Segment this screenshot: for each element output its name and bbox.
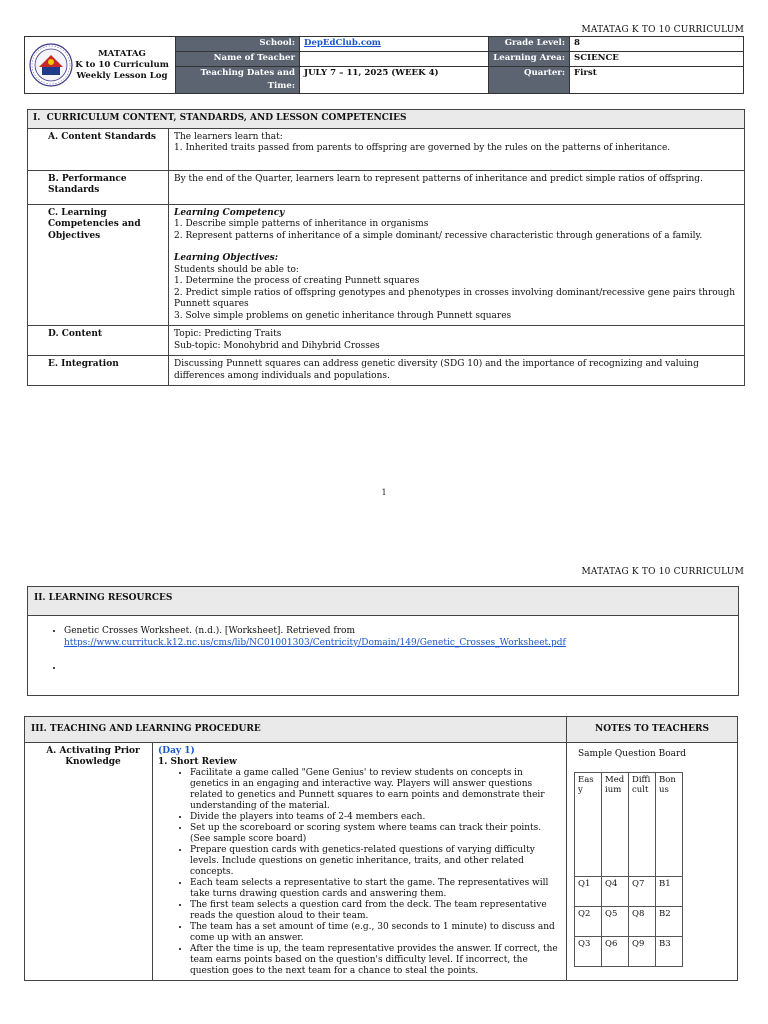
curriculum-header: MATATAG K TO 10 CURRICULUM xyxy=(581,25,744,35)
school-value xyxy=(300,37,489,52)
question-board xyxy=(574,772,683,967)
resources-list xyxy=(28,626,738,675)
area-label: Learning Area: xyxy=(489,52,570,67)
board-cell: Q8 xyxy=(629,907,656,937)
content-standards-text: The learners learn that: 1. Inherited traits passed from parents to offspring are governed by the rules on the patterns of inheritance. xyxy=(169,128,745,170)
procedure-bullets xyxy=(158,768,561,977)
content-label: D. Content xyxy=(28,326,169,356)
section2-title: II. LEARNING RESOURCES xyxy=(28,587,738,616)
procedure-bullet: • The first team selects a question card from the deck. The team representative reads the question aloud to their team. xyxy=(190,900,561,922)
board-cell: Q3 xyxy=(575,937,602,967)
board-cell: B3 xyxy=(656,937,683,967)
curriculum-header-page2: MATATAG K TO 10 CURRICULUM xyxy=(581,567,744,577)
content-standards-label: A. Content Standards xyxy=(28,128,169,170)
board-cell: Q6 xyxy=(602,937,629,967)
procedure-text xyxy=(153,743,567,981)
quarter-value: First xyxy=(570,67,744,94)
logo-title-cell xyxy=(25,37,176,94)
quarter-label: Quarter: xyxy=(489,67,570,94)
title-line3: Weekly Lesson Log xyxy=(76,70,168,81)
curriculum-content-table xyxy=(27,109,745,386)
section1-title: I. CURRICULUM CONTENT, STANDARDS, AND LESSON COMPETENCIES xyxy=(28,110,745,129)
resource-item: • Genetic Crosses Worksheet. (n.d.). [Worksheet]. Retrieved from https://www.currituck.k12.nc.us/cms/lib/NC01001303/Centricity/Domain/149/Genetic_Crosses_Worksheet.pdf xyxy=(64,626,738,649)
procedure-bullet: • Each team selects a representative to start the game. The representatives will take turns drawing question cards and answering them. xyxy=(190,878,561,900)
board-cell: B1 xyxy=(656,877,683,907)
deped-seal-icon xyxy=(29,43,73,87)
title-line2: K to 10 Curriculum xyxy=(75,59,169,70)
day-label: (Day 1) xyxy=(158,746,195,756)
competencies-text: Learning Competency 1. Describe simple patterns of inheritance in organisms 2. Represent patterns of inheritance of a simple dominant/ recessive characteristic through generations of a family. Learning Objectives: Students should be able to: 1. Determine the process of creating Punnett squares 2. Predict simple ratios of offspring genotypes and phenotypes in crosses involving dominant/recessive gene pairs through Punnett squares 3. Solve simple problems on genetic inheritance through Punnett squares xyxy=(169,204,745,326)
board-header-difficult: Difficult xyxy=(629,773,656,877)
competencies-label: C. Learning Competencies and Objectives xyxy=(28,204,169,326)
teacher-value xyxy=(300,52,489,67)
performance-standards-label: B. Performance Standards xyxy=(28,170,169,204)
board-cell: Q9 xyxy=(629,937,656,967)
board-cell: Q1 xyxy=(575,877,602,907)
learning-resources-box xyxy=(27,586,739,696)
performance-standards-text: By the end of the Quarter, learners learn to represent patterns of inheritance and predict simple ratios of offspring. xyxy=(169,170,745,204)
dates-label: Teaching Dates and Time: xyxy=(176,67,300,94)
notes-title: NOTES TO TEACHERS xyxy=(567,717,738,743)
board-header-medium: Medium xyxy=(602,773,629,877)
area-value: SCIENCE xyxy=(570,52,744,67)
procedure-bullet: • The team has a set amount of time (e.g., 30 seconds to 1 minute) to discuss and come up with an answer. xyxy=(190,922,561,944)
page-number: 1 xyxy=(381,488,387,497)
title-block xyxy=(73,49,171,82)
grade-value: 8 xyxy=(570,37,744,52)
board-title: Sample Question Board xyxy=(578,749,687,759)
board-cell: Q5 xyxy=(602,907,629,937)
integration-text: Discussing Punnett squares can address genetic diversity (SDG 10) and the importance of recognizing and valuing differences among individuals and populations. xyxy=(169,356,745,386)
procedure-bullet: • After the time is up, the team representative provides the answer. If correct, the team earns points based on the question's difficulty level. If incorrect, the question goes to the next team for a chance to steal the points. xyxy=(190,944,561,977)
board-cell: B2 xyxy=(656,907,683,937)
dates-value: JULY 7 – 11, 2025 (WEEK 4) xyxy=(300,67,489,94)
board-cell: Q7 xyxy=(629,877,656,907)
board-cell: Q4 xyxy=(602,877,629,907)
board-header-easy: Easy xyxy=(575,773,602,877)
title-line1: MATATAG xyxy=(98,48,146,59)
notes-cell xyxy=(567,743,738,981)
procedure-bullet: • Facilitate a game called "Gene Genius' to review students on concepts in genetics in an engaging and interactive way. Players will answer questions related to genetics and Punnett squares to earn points and demonstrate their understanding of the material. xyxy=(190,768,561,812)
teacher-label: Name of Teacher xyxy=(176,52,300,67)
school-link[interactable]: DepEdClub.com xyxy=(304,38,381,48)
activating-knowledge-label: A. Activating Prior Knowledge xyxy=(25,743,153,981)
grade-label: Grade Level: xyxy=(489,37,570,52)
resource-item-empty xyxy=(64,663,738,675)
lesson-info-table xyxy=(24,36,744,94)
procedure-bullet: • Set up the scoreboard or scoring system where teams can track their points. (See sample score board) xyxy=(190,823,561,845)
section3-title: III. TEACHING AND LEARNING PROCEDURE xyxy=(25,717,567,743)
board-header-bonus: Bonus xyxy=(656,773,683,877)
content-text: Topic: Predicting Traits Sub-topic: Monohybrid and Dihybrid Crosses xyxy=(169,326,745,356)
procedure-bullet: • Prepare question cards with genetics-related questions of varying difficulty levels. Include questions on genetic inheritance, traits, and other related concepts. xyxy=(190,845,561,878)
board-cell: Q2 xyxy=(575,907,602,937)
integration-label: E. Integration xyxy=(28,356,169,386)
short-review-heading: 1. Short Review xyxy=(158,757,237,767)
procedure-bullet: • Divide the players into teams of 2-4 members each. xyxy=(190,812,561,823)
school-label: School: xyxy=(176,37,300,52)
procedure-table xyxy=(24,716,738,981)
resource-link[interactable]: https://www.currituck.k12.nc.us/cms/lib/NC01001303/Centricity/Domain/149/Genetic_Crosses_Worksheet.pdf xyxy=(64,637,566,648)
